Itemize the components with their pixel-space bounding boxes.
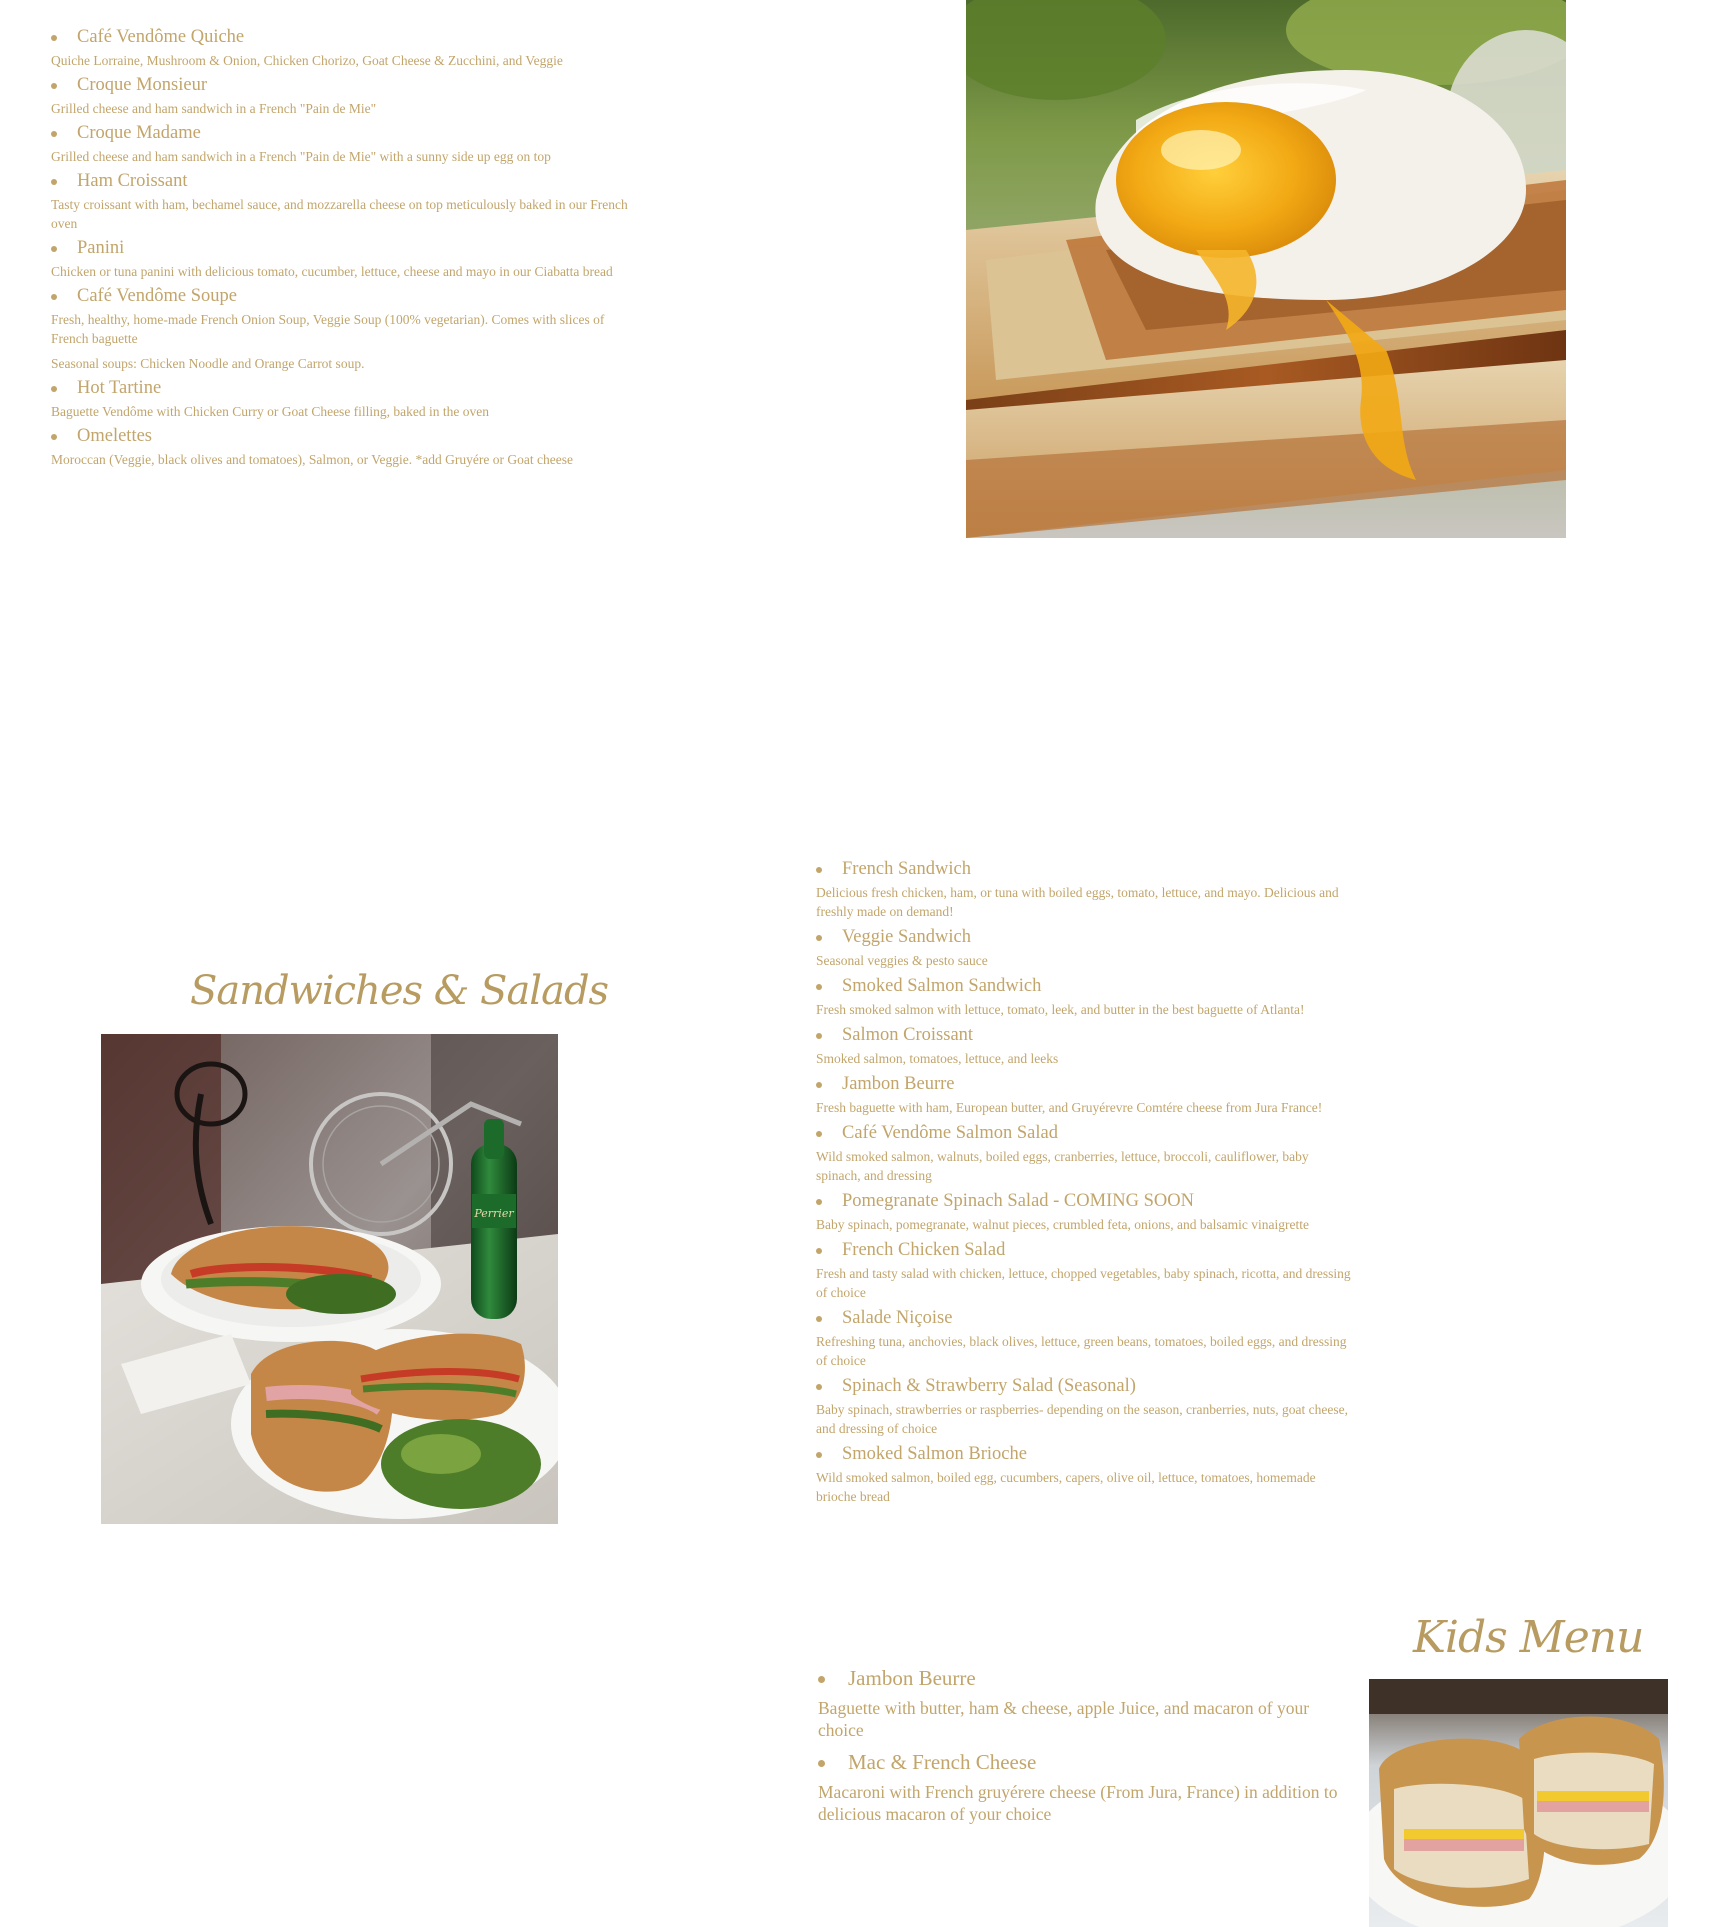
menu-item-title: Panini	[51, 237, 631, 259]
menu-item-description: Macaroni with French gruyérere cheese (From Jura, France) in addition to delicious macaron of your choice	[818, 1782, 1338, 1824]
menu-item-title: Spinach & Strawberry Salad (Seasonal)	[816, 1375, 1351, 1397]
menu-item-description: Wild smoked salmon, boiled egg, cucumbers, capers, olive oil, lettuce, tomatoes, homemade brioche bread	[816, 1470, 1316, 1504]
menu-item-title: Omelettes	[51, 425, 631, 447]
menu-item-title: French Chicken Salad	[816, 1239, 1351, 1261]
menu-item-title: Smoked Salmon Sandwich	[816, 975, 1351, 997]
kids-menu-heading: Kids Menu	[1413, 1612, 1644, 1663]
menu-item	[51, 425, 631, 469]
menu-item-description: Refreshing tuna, anchovies, black olives, lettuce, green beans, tomatoes, boiled eggs, and dressing of choice	[816, 1334, 1347, 1368]
menu-item-description: Wild smoked salmon, walnuts, boiled eggs, cranberries, lettuce, broccoli, cauliflower, baby spinach, and dressing	[816, 1149, 1309, 1183]
menu-item-title: Café Vendôme Salmon Salad	[816, 1122, 1351, 1144]
menu-item-description: Smoked salmon, tomatoes, lettuce, and leeks	[816, 1051, 1059, 1066]
menu-item	[816, 1073, 1351, 1117]
menu-item-description: Baby spinach, pomegranate, walnut pieces, crumbled feta, onions, and balsamic vinaigrette	[816, 1217, 1309, 1232]
menu-item-description: Moroccan (Veggie, black olives and tomatoes), Salmon, or Veggie. *add Gruyére or Goat cheese	[51, 452, 573, 467]
menu-item-description: Grilled cheese and ham sandwich in a French "Pain de Mie" with a sunny side up egg on top	[51, 149, 551, 164]
menu-item-title: Jambon Beurre	[818, 1665, 1358, 1691]
menu-item-title: Mac & French Cheese	[818, 1749, 1358, 1775]
menu-item	[816, 1375, 1351, 1438]
menu-item	[51, 285, 631, 373]
menu-item-title: Hot Tartine	[51, 377, 631, 399]
sandwiches-salads-list	[816, 858, 1351, 1511]
menu-item-title: Jambon Beurre	[816, 1073, 1351, 1095]
menu-item	[816, 1122, 1351, 1185]
menu-item-title: Croque Madame	[51, 122, 631, 144]
perrier-label: Perrier	[474, 1207, 514, 1220]
menu-item-description: Seasonal veggies & pesto sauce	[816, 953, 988, 968]
menu-item-description: Delicious fresh chicken, ham, or tuna with boiled eggs, tomato, lettuce, and mayo. Delicious and freshly made on demand!	[816, 885, 1339, 919]
menu-item	[51, 377, 631, 421]
menu-item-description: Grilled cheese and ham sandwich in a French "Pain de Mie"	[51, 101, 377, 116]
menu-item-description: Fresh and tasty salad with chicken, lettuce, chopped vegetables, baby spinach, ricotta, and dressing of choice	[816, 1266, 1351, 1300]
menu-item	[51, 26, 631, 70]
menu-item	[816, 858, 1351, 921]
menu-item-description: Fresh smoked salmon with lettuce, tomato, leek, and butter in the best baguette of Atlanta!	[816, 1002, 1305, 1017]
menu-item-description: Tasty croissant with ham, bechamel sauce, and mozzarella cheese on top meticulously baked in our French oven	[51, 197, 628, 231]
menu-item	[51, 74, 631, 118]
menu-item-title: Ham Croissant	[51, 170, 631, 192]
menu-item-title: Smoked Salmon Brioche	[816, 1443, 1351, 1465]
menu-item-title: Salade Niçoise	[816, 1307, 1351, 1329]
kids-menu-list	[818, 1665, 1358, 1833]
menu-item-description: Baguette with butter, ham & cheese, apple Juice, and macaron of your choice	[818, 1698, 1310, 1740]
menu-item-title: Pomegranate Spinach Salad - COMING SOON	[816, 1190, 1351, 1212]
menu-item	[51, 170, 631, 233]
menu-item	[816, 926, 1351, 970]
menu-item-title: Salmon Croissant	[816, 1024, 1351, 1046]
menu-item-description: Chicken or tuna panini with delicious tomato, cucumber, lettuce, cheese and mayo in our Ciabatta bread	[51, 264, 613, 279]
menu-item-title: Café Vendôme Soupe	[51, 285, 631, 307]
menu-item-description: Fresh baguette with ham, European butter, and Gruyérevre Comtére cheese from Jura France!	[816, 1100, 1323, 1115]
menu-item	[816, 1443, 1351, 1506]
menu-item	[816, 1239, 1351, 1302]
menu-item	[816, 1190, 1351, 1234]
menu-item	[816, 1307, 1351, 1370]
menu-item-description: Baby spinach, strawberries or raspberries- depending on the season, cranberries, nuts, goat cheese, and dressing of choice	[816, 1402, 1348, 1436]
menu-item	[51, 237, 631, 281]
menu-item	[818, 1749, 1358, 1825]
menu-item-title: Croque Monsieur	[51, 74, 631, 96]
menu-item-description: Quiche Lorraine, Mushroom & Onion, Chicken Chorizo, Goat Cheese & Zucchini, and Veggie	[51, 53, 563, 68]
menu-item	[816, 1024, 1351, 1068]
menu-item-title: Veggie Sandwich	[816, 926, 1351, 948]
kids-sandwich-photo	[1369, 1679, 1668, 1927]
menu-item	[818, 1665, 1358, 1741]
menu-item	[816, 975, 1351, 1019]
menu-item-description: Fresh, healthy, home-made French Onion Soup, Veggie Soup (100% vegetarian). Comes with slices of French baguette	[51, 312, 605, 346]
sandwiches-salad-photo	[101, 1034, 558, 1524]
menu-item-title: Café Vendôme Quiche	[51, 26, 631, 48]
menu-item-title: French Sandwich	[816, 858, 1351, 880]
menu-item	[51, 122, 631, 166]
croque-madame-photo	[966, 0, 1566, 538]
menu-item-description: Baguette Vendôme with Chicken Curry or Goat Cheese filling, baked in the oven	[51, 404, 490, 419]
menu-item-description: Seasonal soups: Chicken Noodle and Orange Carrot soup.	[51, 356, 365, 371]
breakfast-menu-list	[51, 26, 631, 473]
sandwiches-salads-heading: Sandwiches & Salads	[190, 968, 609, 1014]
